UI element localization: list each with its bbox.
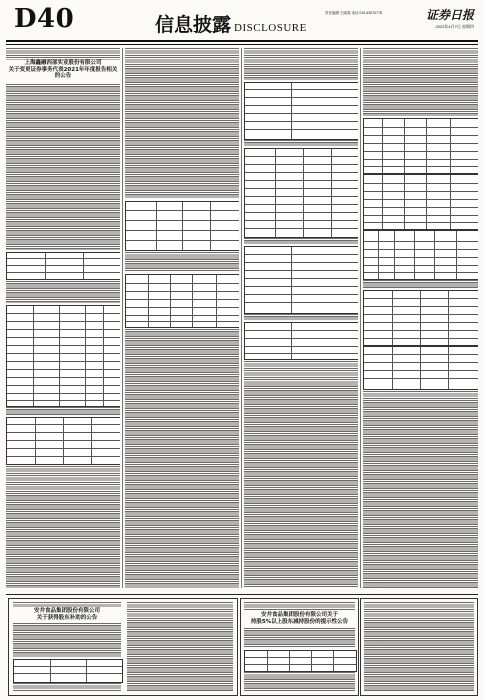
article-body	[364, 602, 474, 692]
column-2	[125, 48, 239, 588]
article-body	[125, 329, 239, 588]
article-body	[244, 628, 355, 648]
article-header-lines	[6, 48, 120, 60]
article-body	[13, 683, 121, 692]
data-table	[363, 290, 478, 346]
data-table	[6, 252, 120, 280]
data-table	[363, 118, 478, 174]
article-body	[6, 407, 120, 415]
column-1	[6, 48, 120, 588]
data-table	[363, 230, 478, 280]
article-body	[125, 48, 239, 198]
article-box	[360, 598, 478, 696]
article-body	[125, 252, 239, 272]
article-body	[363, 48, 478, 116]
article-title: 持股5%以上股东减持股份的提示性公告	[250, 619, 349, 625]
article-body	[244, 238, 358, 244]
article-title: 关于获得股东补助的公告	[36, 615, 98, 621]
article-body	[244, 361, 358, 588]
data-table	[244, 246, 358, 314]
column-3	[244, 48, 358, 588]
article-box	[240, 598, 359, 696]
article-body	[244, 140, 358, 146]
data-table	[363, 174, 478, 230]
data-table	[244, 82, 358, 140]
data-table	[13, 659, 123, 683]
data-table	[244, 148, 358, 238]
article-box	[8, 598, 238, 696]
article-body	[127, 602, 233, 692]
masthead-rule-thin	[6, 44, 478, 45]
section-title-en: DISCLOSURE	[234, 22, 307, 34]
article-body	[363, 280, 478, 288]
article-body	[244, 48, 358, 80]
column-divider	[122, 48, 123, 588]
masthead-rule	[6, 40, 478, 42]
article-body	[244, 314, 358, 320]
data-table	[6, 305, 120, 407]
column-divider	[241, 48, 242, 588]
newspaper-logo: 证券日报	[425, 8, 474, 22]
article-body	[13, 623, 121, 657]
section-rule	[6, 594, 478, 595]
article-body	[363, 391, 478, 588]
column-divider	[360, 48, 361, 588]
editor-credits: 责任编辑 王晓春 电话 010-63070778	[325, 11, 382, 15]
data-table	[244, 322, 358, 360]
data-table	[125, 274, 239, 328]
section-title	[155, 10, 307, 37]
article-title: 关于变更证券事务代表2021年年度报告相关的公告	[8, 67, 118, 80]
article-body	[6, 466, 120, 588]
data-table	[244, 650, 357, 672]
data-table	[125, 201, 239, 251]
article-body	[244, 672, 355, 692]
article-header-lines	[13, 602, 121, 607]
data-table	[363, 346, 478, 390]
article-company: 上海鑫融西部实业股份有限公司	[24, 60, 102, 66]
column-4	[363, 48, 478, 588]
issue-date: 2022年4月7日 星期四	[435, 24, 474, 29]
article-header-lines	[244, 602, 355, 610]
section-title-cn: 信息披露	[155, 14, 232, 36]
article-company: 安井食品集团股份有限公司关于	[260, 612, 338, 618]
article-body	[6, 281, 120, 303]
article-company: 安井食品集团股份有限公司	[33, 608, 100, 614]
article-body	[6, 84, 120, 250]
page-number: D40	[14, 4, 75, 34]
data-table	[6, 417, 120, 465]
